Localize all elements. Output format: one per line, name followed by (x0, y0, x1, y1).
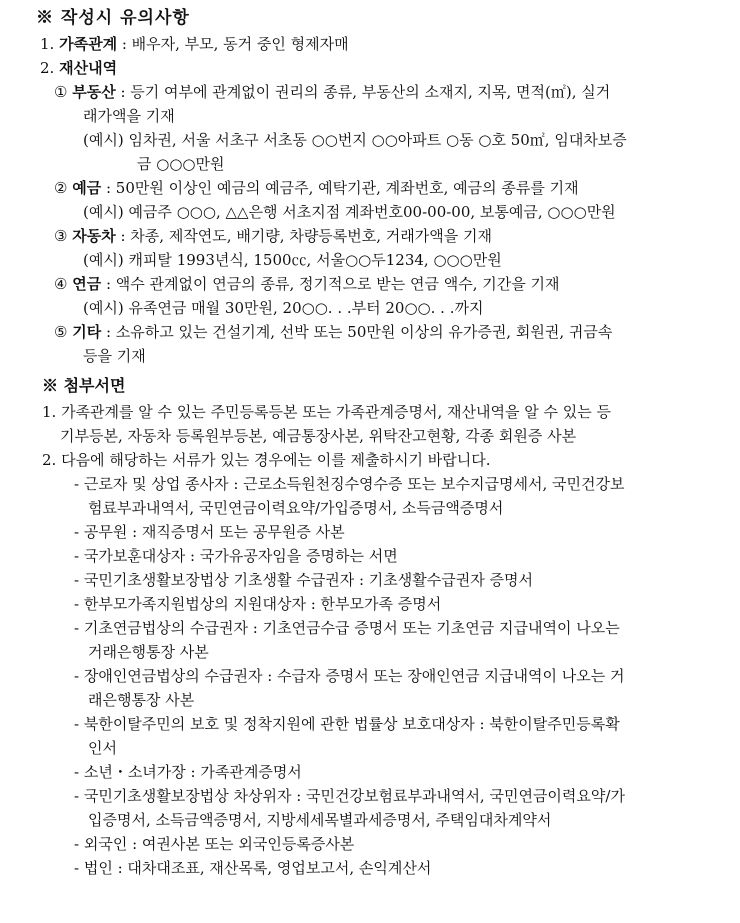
attach-sub-basic-pension: - 기초연금법상의 수급권자 : 기초연금수급 증명서 또는 기초연금 지급내역이 나오는 (74, 619, 620, 637)
other-text-cont: 등을 기재 (83, 347, 146, 365)
pension-example: (예시) 유족연금 매월 30만원, 20○○. . .부터 20○○. . .까지 (83, 299, 484, 317)
property-car (54, 224, 716, 248)
car-example: (예시) 캐피탈 1993년식, 1500㏄, 서울○○두1234, ○○○만원 (83, 251, 502, 269)
property-realestate (54, 80, 716, 104)
section-title-notes: ※ 작성시 유의사항 (36, 8, 190, 28)
circle-number: ③ (54, 227, 68, 245)
attach-sub-veteran: - 국가보훈대상자 : 국가유공자임을 증명하는 서면 (74, 547, 398, 565)
section-title-attachments: ※ 첨부서면 (42, 376, 126, 395)
attach-sub-defector: - 북한이탈주민의 보호 및 정착지원에 관한 법률상 보호대상자 : 북한이탈주민등록확 (74, 715, 620, 733)
realestate-text: : 등기 여부에 관계없이 권리의 종류, 부동산의 소재지, 지목, 면적(㎡), 실거 (115, 83, 611, 101)
circle-number: ① (54, 83, 68, 101)
pension-label: 연금 (72, 275, 102, 293)
attach-item-2: 2. 다음에 해당하는 서류가 있는 경우에는 이를 제출하시기 바랍니다. (42, 451, 491, 469)
circle-number: ② (54, 179, 68, 197)
deposit-example: (예시) 예금주 ○○○, △△은행 서초지점 계좌번호00-00-00, 보통예금, ○○○만원 (83, 203, 616, 221)
property-label: 재산내역 (59, 59, 118, 77)
attach-sub-youth-head: - 소년・소녀가장 : 가족관계증명서 (74, 763, 302, 781)
realestate-text-cont: 래가액을 기재 (83, 107, 175, 125)
attach-sub-near-poor-cont: 입증명서, 소득금액증명서, 지방세세목별과세증명서, 주택임대차계약서 (88, 811, 552, 829)
attach-sub-worker-cont: 험료부과내역서, 국민연금이력요약/가입증명서, 소득금액증명서 (88, 499, 504, 517)
attach-sub-basic-living: - 국민기초생활보장법상 기초생활 수급권자 : 기초생활수급권자 증명서 (74, 571, 533, 589)
property-pension (54, 272, 716, 296)
attach-sub-single-parent: - 한부모가족지원법상의 지원대상자 : 한부모가족 증명서 (74, 595, 442, 613)
item-number: 1. (40, 35, 55, 53)
item-family (36, 32, 716, 56)
attach-sub-defector-cont: 인서 (88, 739, 117, 757)
realestate-example-cont: 금 ○○○만원 (137, 155, 225, 173)
family-label: 가족관계 (59, 35, 118, 53)
other-label: 기타 (72, 323, 102, 341)
circle-number: ⑤ (54, 323, 68, 341)
other-text: : 소유하고 있는 건설기계, 선박 또는 50만원 이상의 유가증권, 회원권, 귀금속 (101, 323, 613, 341)
deposit-label: 예금 (72, 179, 102, 197)
car-label: 자동차 (72, 227, 116, 245)
attach-item-1: 1. 가족관계를 알 수 있는 주민등록등본 또는 가족관계증명서, 재산내역을 알 수 있는 등 (42, 403, 611, 421)
deposit-text: : 50만원 이상인 예금의 예금주, 예탁기관, 계좌번호, 예금의 종류를 기재 (101, 179, 579, 197)
attach-sub-corporation: - 법인 : 대차대조표, 재산목록, 영업보고서, 손익계산서 (74, 859, 432, 877)
attach-sub-worker: - 근로자 및 상업 종사자 : 근로소득원천징수영수증 또는 보수지급명세서, 국민건강보 (74, 475, 625, 493)
attach-sub-near-poor: - 국민기초생활보장법상 차상위자 : 국민건강보험료부과내역서, 국민연금이력요약/가 (74, 787, 625, 805)
property-other (54, 320, 716, 344)
attach-sub-disability-pension-cont: 래은행통장 사본 (88, 691, 195, 709)
car-text: : 차종, 제작연도, 배기량, 차량등록번호, 거래가액을 기재 (115, 227, 493, 245)
attach-sub-basic-pension-cont: 거래은행통장 사본 (88, 643, 209, 661)
item-number: 2. (40, 59, 55, 77)
pension-text: : 액수 관계없이 연금의 종류, 정기적으로 받는 연금 액수, 기간을 기재 (101, 275, 560, 293)
realestate-label: 부동산 (72, 83, 116, 101)
attach-sub-foreigner: - 외국인 : 여권사본 또는 외국인등록증사본 (74, 835, 355, 853)
item-property (36, 56, 716, 80)
attach-item-1-cont: 기부등본, 자동차 등록원부등본, 예금통장사본, 위탁잔고현황, 각종 회원증 사본 (60, 427, 577, 445)
realestate-example: (예시) 임차권, 서울 서초구 서초동 ○○번지 ○○아파트 ○동 ○호 50㎡, 임대차보증 (83, 131, 627, 149)
attach-sub-disability-pension: - 장애인연금법상의 수급권자 : 수급자 증명서 또는 장애인연금 지급내역이 나오는 거 (74, 667, 625, 685)
circle-number: ④ (54, 275, 68, 293)
property-deposit (54, 176, 716, 200)
document-page (36, 6, 716, 880)
family-text: : 배우자, 부모, 동거 중인 형제자매 (117, 35, 349, 53)
attach-sub-public-servant: - 공무원 : 재직증명서 또는 공무원증 사본 (74, 523, 345, 541)
